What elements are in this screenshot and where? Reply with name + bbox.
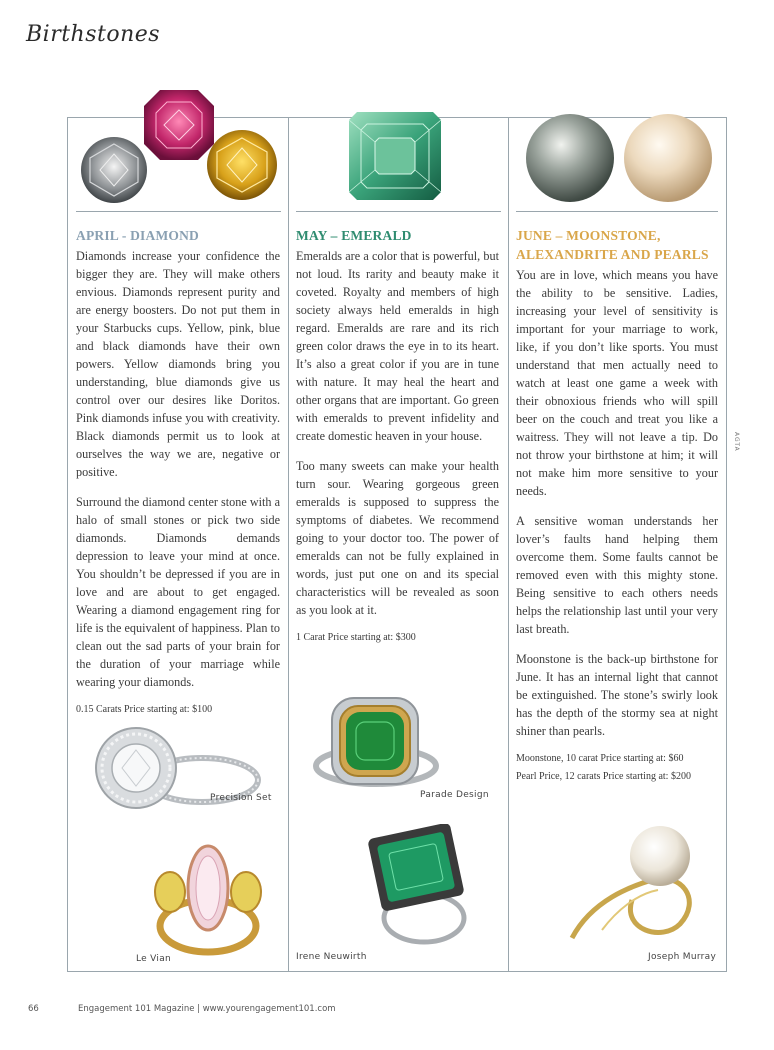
- april-heading: APRIL - DIAMOND: [76, 228, 199, 243]
- april-price: 0.15 Carats Price starting at: $100: [76, 704, 213, 715]
- june-gem-rule: [516, 211, 718, 212]
- june-paragraph: A sensitive woman understands her lover’s faults hand helping them overcome them. Some faults cannot be removed even with this mighty stone. Being sensitive to each others needs helps the relationship last until your very last breath.: [516, 514, 718, 636]
- april-paragraph: Surround the diamond center stone with a halo of small stones or pick two side diamonds. Diamonds demands depression to leave your mind at once. You shouldn’t be depressed if you are in love and are about to get engaged. Wearing a diamond engagement ring for life is the equivalent of happiness. Plan to clean out the sad parts of your brain for the duration of your marriage while wearing your diamonds.: [76, 495, 280, 689]
- frame-left-border: [67, 117, 68, 972]
- marquise-pink-diamond-ring-image: [142, 842, 272, 960]
- june-paragraph: You are in love, which means you have the ability to be sensitive. Ladies, increasing your level of sensitivity is important for your marriage to work, like, if you don’t like sports. You must understand that men actually need to watch at least one game a week with their obnoxious friends who will spill beer on the couch and treat you like a waitress. They will not leave a tip. Do not throw your birthstone at him; it will not make him more sensitive to your needs.: [516, 268, 718, 498]
- may-paragraph: Emeralds are a color that is powerful, but not loud. Its rarity and beauty make it coveted. Royalty and members of high society always held emeralds in high regard. Emeralds are rare and its rich green color draws the eye in to its heart. It’s also a great color if you are in tune with nature. It may heal the heart and other organs that are important. Go green with emeralds to prevent infidelity and create domestic heaven in your house.: [296, 249, 499, 443]
- grey-pearl-image: [524, 112, 616, 204]
- june-paragraph: Moonstone is the back-up birthstone for June. It has an internal light that cannot be extinguished. The stone’s swirly look has the depth of the stormy sea at night shiner than pearls.: [516, 652, 718, 738]
- june-price: Pearl Price, 12 carats Price starting at: $200: [516, 771, 691, 782]
- footer-publication: Engagement 101 Magazine | www.yourengagement101.com: [78, 1004, 336, 1014]
- april-paragraph: Diamonds increase your confidence the bigger they are. They will make others envious. Diamonds represent purity and are energy boosters. Do not put them in your Starbucks cups. Yellow, pink, blue and black diamonds have their own powers. Yellow diamonds bring you understanding, blue diamonds give us control over our desires like Doritos. Pink diamonds infuse you with creativity. Black diamonds permit us to look at ourselves the way we are, negative or positive.: [76, 249, 280, 479]
- frame-bottom-border: [67, 971, 727, 972]
- april-column: [76, 226, 280, 721]
- ring-caption-le-vian: Le Vian: [136, 954, 172, 964]
- section-title: Birthstones: [26, 22, 161, 47]
- frame-right-border: [726, 117, 727, 972]
- ring-caption-joseph-murray: Joseph Murray: [648, 952, 717, 962]
- june-heading-line2: ALEXANDRITE AND PEARLS: [516, 247, 709, 262]
- may-heading: MAY – EMERALD: [296, 228, 412, 243]
- may-gem-rule: [296, 211, 501, 212]
- june-column: [516, 226, 718, 788]
- may-price: 1 Carat Price starting at: $300: [296, 632, 416, 643]
- column-divider-2: [508, 117, 509, 972]
- ring-caption-precision-set: Precision Set: [210, 793, 272, 803]
- page-number: 66: [28, 1004, 39, 1014]
- ring-caption-irene-neuwirth: Irene Neuwirth: [296, 952, 367, 962]
- june-heading-line1: JUNE – MOONSTONE,: [516, 228, 661, 243]
- may-column: [296, 226, 499, 649]
- june-heading: [516, 226, 718, 264]
- side-tag: AGTA: [733, 432, 740, 452]
- cushion-emerald-ring-image: [308, 692, 444, 798]
- yellow-diamond-image: [203, 128, 281, 202]
- ring-caption-parade-design: Parade Design: [420, 790, 489, 800]
- april-gem-rule: [76, 211, 281, 212]
- halo-diamond-ring-image: [82, 722, 262, 822]
- column-divider-1: [288, 117, 289, 972]
- emerald-cut-ring-image: [366, 824, 476, 948]
- cream-pearl-image: [622, 112, 714, 204]
- may-paragraph: Too many sweets can make your health turn sour. Wearing gorgeous green emeralds is supposed to suppress the symptoms of diabetes. We recommend going to your doctor too. The power of emeralds can not be fully explained in words, just put one on and its special characteristics will be revealed as soon as you look at it.: [296, 459, 499, 617]
- june-price: Moonstone, 10 carat Price starting at: $60: [516, 753, 684, 764]
- emerald-image: [347, 110, 443, 202]
- pearl-swirl-ring-image: [562, 820, 718, 952]
